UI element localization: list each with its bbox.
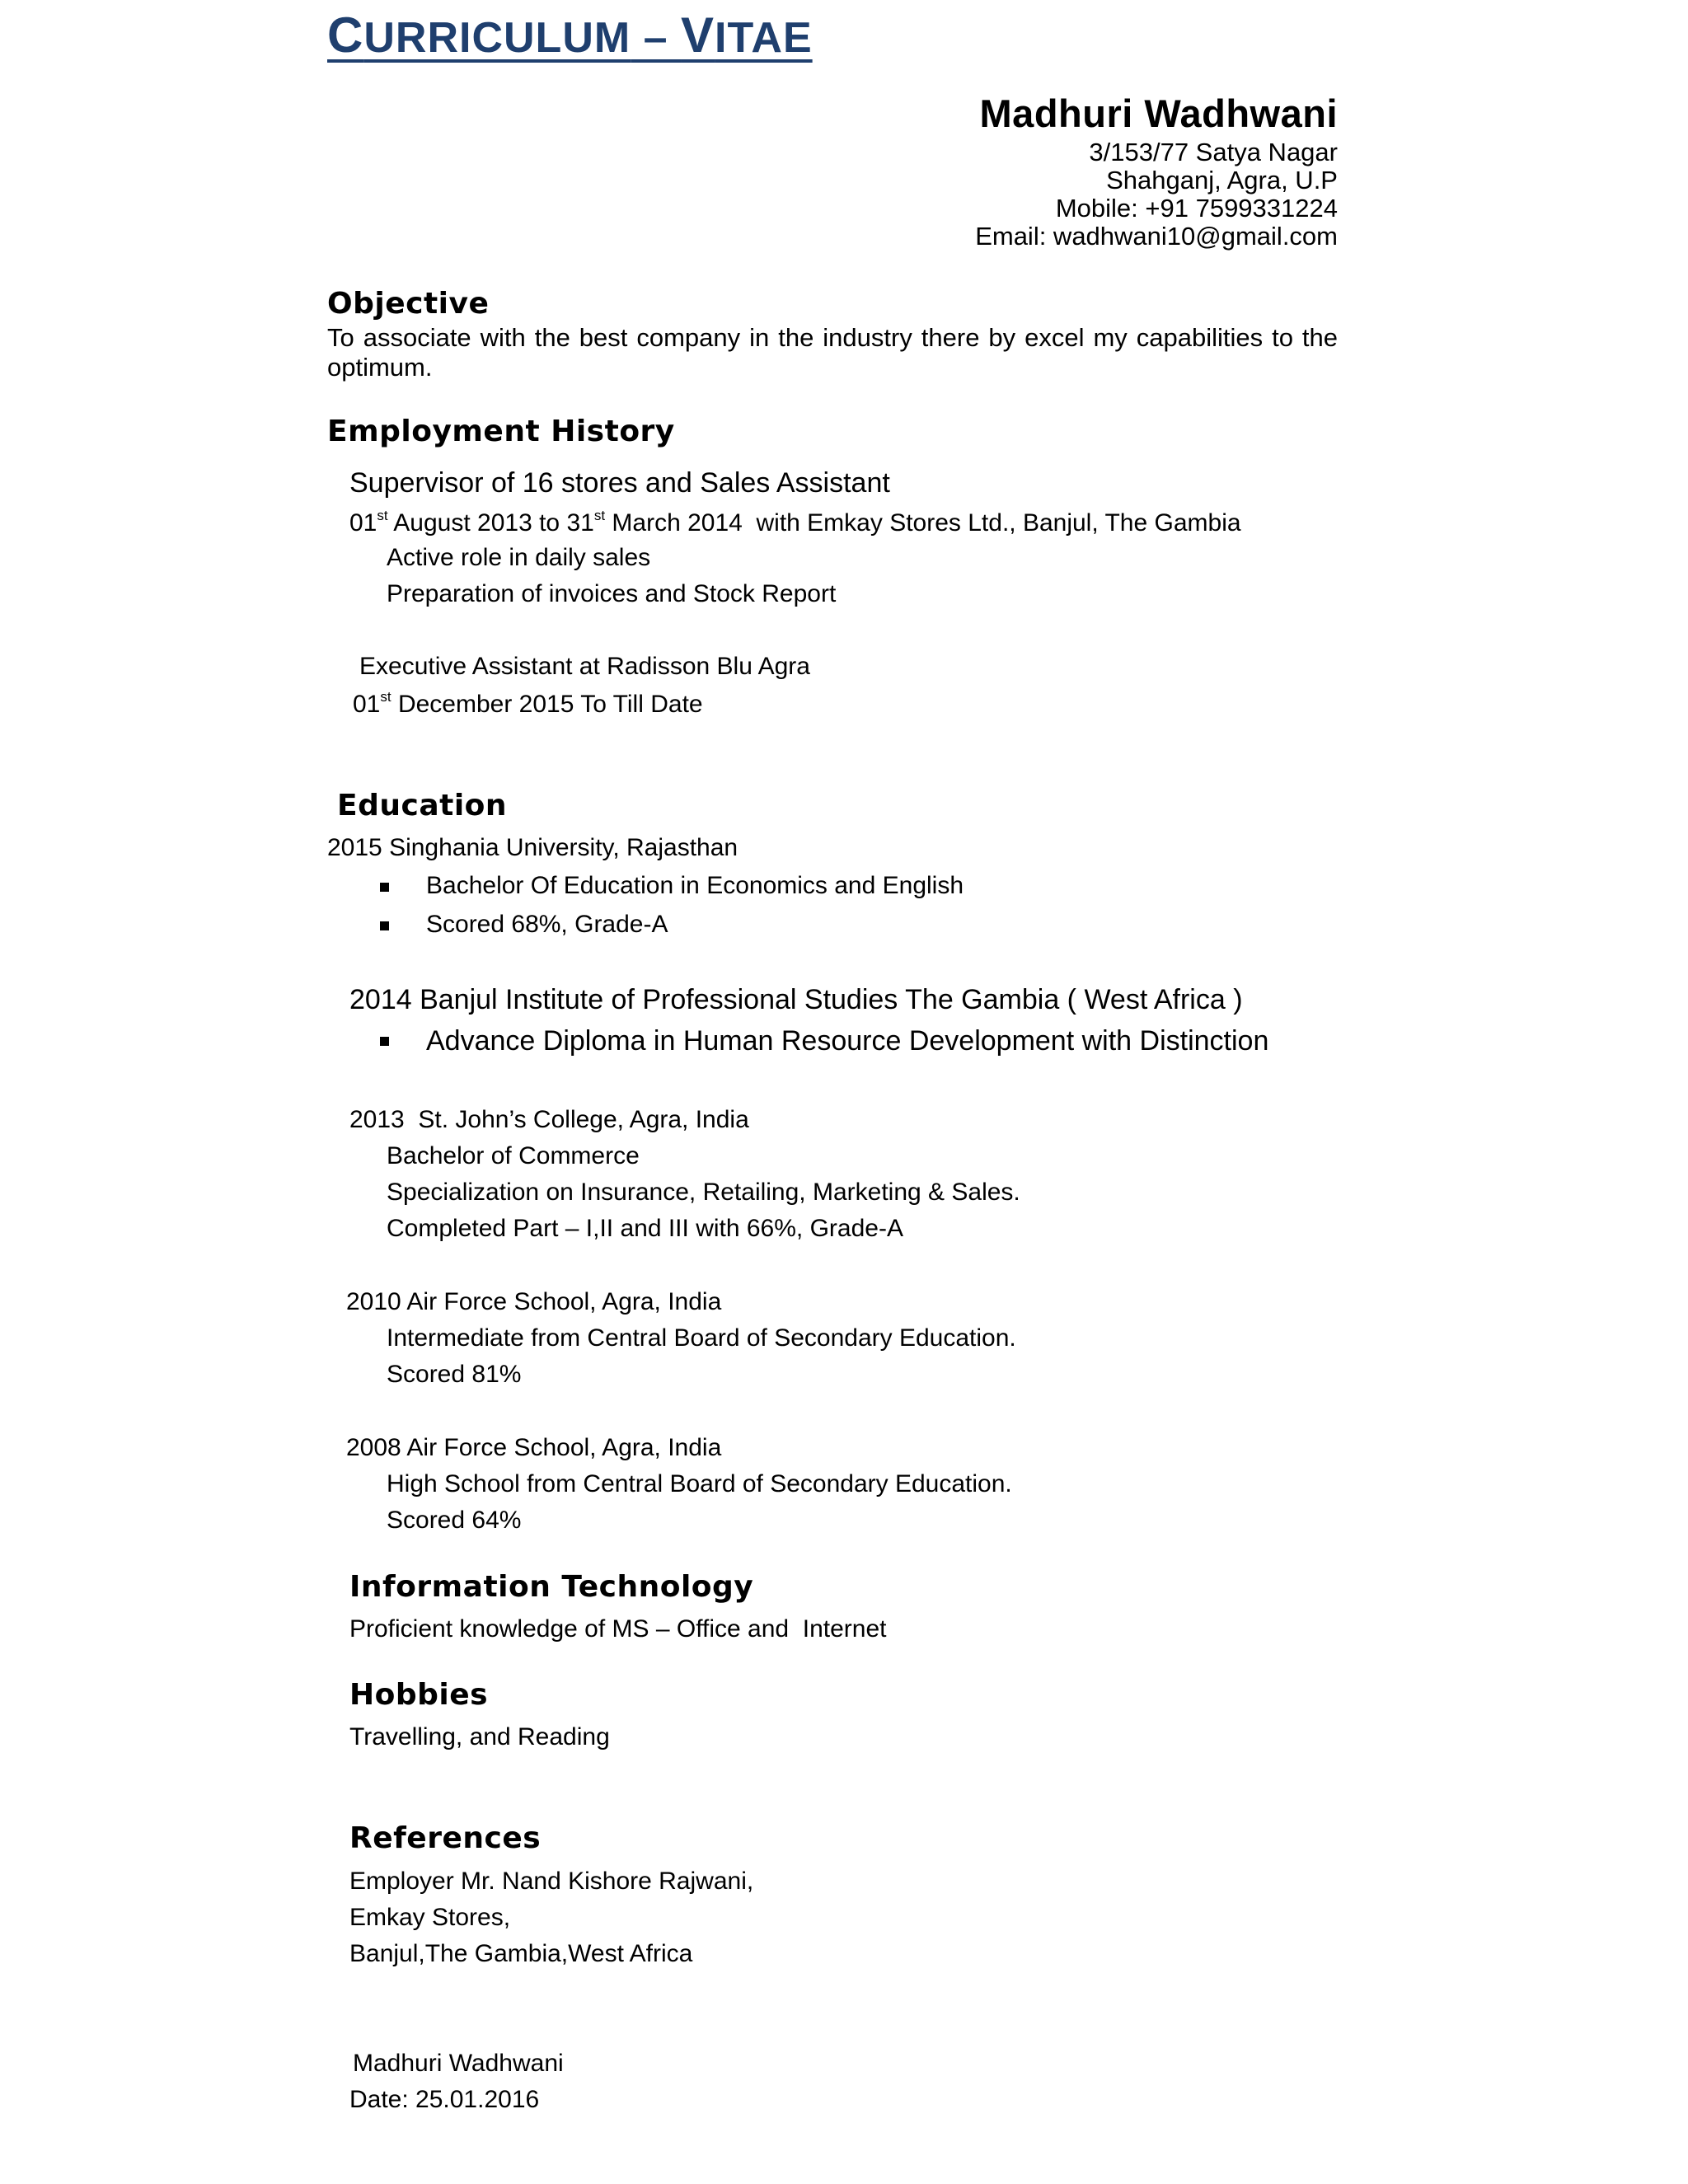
employment-heading: Employment History — [327, 415, 675, 448]
job2-title: Executive Assistant at Radisson Blu Agra — [359, 653, 810, 680]
job2-start-day: 01 — [353, 691, 381, 718]
reference-line-3: Banjul,The Gambia,West Africa — [349, 1940, 693, 1967]
job1-duty-1: Active role in daily sales — [387, 544, 651, 571]
edu3-detail-1: Bachelor of Commerce — [387, 1142, 640, 1169]
edu4-line: 2010 Air Force School, Agra, India — [346, 1288, 722, 1315]
references-heading: References — [349, 1821, 542, 1855]
email-address: Email: wadhwani10@gmail.com — [975, 222, 1338, 251]
education-heading: Education — [337, 789, 508, 823]
edu5-detail-1: High School from Central Board of Secondary Education. — [387, 1470, 1012, 1497]
job2-date-range: December 2015 To Till Date — [391, 691, 703, 718]
reference-line-1: Employer Mr. Nand Kishore Rajwani, — [349, 1868, 754, 1895]
job2-dates — [353, 689, 703, 719]
hobbies-heading: Hobbies — [349, 1678, 489, 1712]
edu3-detail-2: Specialization on Insurance, Retailing, Marketing & Sales. — [387, 1179, 1020, 1206]
page-title — [327, 7, 813, 63]
edu2-line: 2014 Banjul Institute of Professional Studies The Gambia ( West Africa ) — [349, 984, 1243, 1015]
job1-duty-2: Preparation of invoices and Stock Report — [387, 580, 837, 607]
title-word-curriculum: URRICULUM — [363, 14, 631, 62]
job1-date-range: August 2013 to 31 — [387, 509, 594, 537]
candidate-name: Madhuri Wadhwani — [979, 91, 1338, 135]
edu3-line: 2013 St. John’s College, Agra, India — [349, 1106, 749, 1133]
signature-date: Date: 25.01.2016 — [349, 2086, 540, 2113]
edu2-bullet-1: Advance Diploma in Human Resource Development with Distinction — [426, 1025, 1269, 1057]
job1-dates — [349, 508, 1241, 537]
bullet-icon — [380, 1037, 389, 1046]
edu5-line: 2008 Air Force School, Agra, India — [346, 1434, 722, 1461]
objective-text: To associate with the best company in the industry there by excel my capabilities to the optimum. — [327, 323, 1338, 382]
objective-heading: Objective — [327, 287, 490, 321]
title-initial-c: C — [327, 7, 364, 63]
edu5-detail-2: Scored 64% — [387, 1507, 522, 1534]
it-heading: Information Technology — [349, 1570, 754, 1604]
job1-end-ordinal: st — [593, 508, 606, 523]
signature-name: Madhuri Wadhwani — [353, 2050, 564, 2077]
edu1-bullet-2: Scored 68%, Grade-A — [426, 911, 668, 938]
edu1-line: 2015 Singhania University, Rajasthan — [327, 834, 738, 861]
it-text: Proficient knowledge of MS – Office and Internet — [349, 1615, 887, 1643]
job1-title: Supervisor of 16 stores and Sales Assistant — [349, 467, 890, 499]
edu3-detail-3: Completed Part – I,II and III with 66%, Grade-A — [387, 1215, 903, 1242]
mobile-number: Mobile: +91 7599331224 — [1055, 194, 1338, 223]
title-dash: – — [631, 14, 682, 62]
job1-employer: March 2014 with Emkay Stores Ltd., Banjul, The Gambia — [605, 509, 1241, 537]
job1-start-day: 01 — [349, 509, 377, 537]
job2-start-ordinal: st — [380, 689, 392, 705]
edu4-detail-1: Intermediate from Central Board of Secondary Education. — [387, 1324, 1016, 1352]
title-word-vitae: ITAE — [715, 14, 813, 62]
job1-start-ordinal: st — [377, 508, 388, 523]
title-initial-v: V — [681, 7, 715, 63]
reference-line-2: Emkay Stores, — [349, 1904, 511, 1931]
address-line-1: 3/153/77 Satya Nagar — [1089, 138, 1338, 166]
bullet-icon — [380, 921, 389, 930]
address-line-2: Shahganj, Agra, U.P — [1106, 166, 1338, 194]
edu4-detail-2: Scored 81% — [387, 1361, 522, 1388]
edu1-bullet-1: Bachelor Of Education in Economics and English — [426, 872, 964, 899]
hobbies-text: Travelling, and Reading — [349, 1723, 610, 1750]
bullet-icon — [380, 883, 389, 892]
